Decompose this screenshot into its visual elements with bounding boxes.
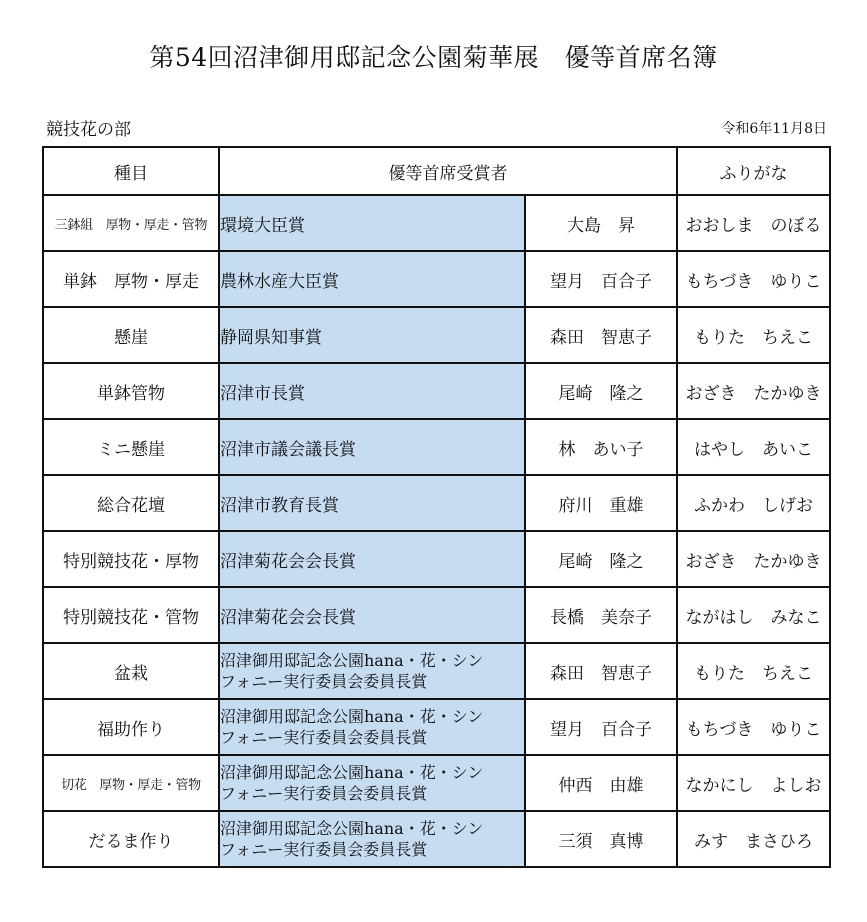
category-cell: 三鉢組 厚物・厚走・管物 <box>43 195 219 251</box>
table-row <box>43 307 830 363</box>
furigana-cell: なかにし よしお <box>677 755 830 811</box>
award-line-2: フォニー実行委員会委員長賞 <box>220 672 428 691</box>
award-cell: 農林水産大臣賞 <box>219 251 525 307</box>
category-cell: 福助作り <box>43 699 219 755</box>
award-cell: 沼津市議会議長賞 <box>219 419 525 475</box>
award-cell: 沼津菊花会会長賞 <box>219 531 525 587</box>
awards-table <box>42 146 831 868</box>
category-cell: 懸崖 <box>43 307 219 363</box>
table-row <box>43 755 830 811</box>
category-cell: 単鉢 厚物・厚走 <box>43 251 219 307</box>
table-row <box>43 363 830 419</box>
award-line-2: フォニー実行委員会委員長賞 <box>220 840 428 859</box>
winner-name-cell: 森田 智恵子 <box>525 643 677 699</box>
table-row <box>43 811 830 867</box>
award-line-2: フォニー実行委員会委員長賞 <box>220 728 428 747</box>
winner-name-cell: 仲西 由雄 <box>525 755 677 811</box>
award-cell <box>219 643 525 699</box>
winner-name-cell: 林 あい子 <box>525 419 677 475</box>
header-category: 種目 <box>43 147 219 195</box>
winner-name-cell: 府川 重雄 <box>525 475 677 531</box>
table-row <box>43 699 830 755</box>
furigana-cell: もりた ちえこ <box>677 643 830 699</box>
award-cell: 環境大臣賞 <box>219 195 525 251</box>
table-row <box>43 643 830 699</box>
table-row <box>43 195 830 251</box>
winner-name-cell: 森田 智恵子 <box>525 307 677 363</box>
furigana-cell: はやし あいこ <box>677 419 830 475</box>
furigana-cell: もちづき ゆりこ <box>677 251 830 307</box>
header-furigana: ふりがな <box>677 147 830 195</box>
furigana-cell: もりた ちえこ <box>677 307 830 363</box>
category-cell: 切花 厚物・厚走・管物 <box>43 755 219 811</box>
furigana-cell: おざき たかゆき <box>677 363 830 419</box>
table-row <box>43 587 830 643</box>
table-header-row <box>43 147 830 195</box>
winner-name-cell: 望月 百合子 <box>525 699 677 755</box>
award-line-1: 沼津御用邸記念公園hana・花・シン <box>220 763 484 782</box>
award-cell: 沼津市長賞 <box>219 363 525 419</box>
header-winner: 優等首席受賞者 <box>219 147 677 195</box>
category-cell: 盆栽 <box>43 643 219 699</box>
winner-name-cell: 長橋 美奈子 <box>525 587 677 643</box>
award-cell: 静岡県知事賞 <box>219 307 525 363</box>
section-label: 競技花の部 <box>46 120 131 140</box>
category-cell: 特別競技花・管物 <box>43 587 219 643</box>
furigana-cell: おざき たかゆき <box>677 531 830 587</box>
document-date: 令和6年11月8日 <box>721 121 827 137</box>
winner-name-cell: 尾崎 隆之 <box>525 363 677 419</box>
award-cell <box>219 699 525 755</box>
furigana-cell: みす まさひろ <box>677 811 830 867</box>
table-row <box>43 531 830 587</box>
award-cell <box>219 811 525 867</box>
page-title: 第54回沼津御用邸記念公園菊華展 優等首席名簿 <box>149 43 718 72</box>
award-line-1: 沼津御用邸記念公園hana・花・シン <box>220 651 484 670</box>
award-line-1: 沼津御用邸記念公園hana・花・シン <box>220 819 484 838</box>
category-cell: 単鉢管物 <box>43 363 219 419</box>
winner-name-cell: 望月 百合子 <box>525 251 677 307</box>
table-row <box>43 475 830 531</box>
furigana-cell: ながはし みなこ <box>677 587 830 643</box>
award-cell: 沼津菊花会会長賞 <box>219 587 525 643</box>
furigana-cell: おおしま のぼる <box>677 195 830 251</box>
category-cell: 総合花壇 <box>43 475 219 531</box>
winner-name-cell: 大島 昇 <box>525 195 677 251</box>
furigana-cell: もちづき ゆりこ <box>677 699 830 755</box>
award-cell: 沼津市教育長賞 <box>219 475 525 531</box>
table-row <box>43 419 830 475</box>
table-row <box>43 251 830 307</box>
award-cell <box>219 755 525 811</box>
category-cell: だるま作り <box>43 811 219 867</box>
category-cell: 特別競技花・厚物 <box>43 531 219 587</box>
winner-name-cell: 三須 真博 <box>525 811 677 867</box>
award-line-1: 沼津御用邸記念公園hana・花・シン <box>220 707 484 726</box>
award-line-2: フォニー実行委員会委員長賞 <box>220 784 428 803</box>
category-cell: ミニ懸崖 <box>43 419 219 475</box>
winner-name-cell: 尾崎 隆之 <box>525 531 677 587</box>
furigana-cell: ふかわ しげお <box>677 475 830 531</box>
